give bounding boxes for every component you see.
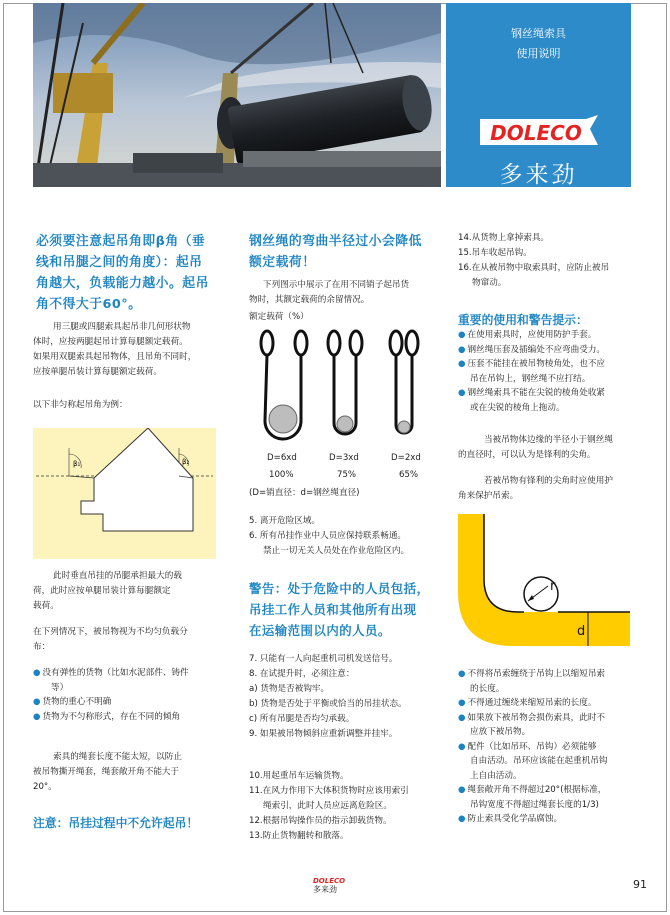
- pin-diagram: [255, 325, 435, 445]
- brand-line2: 使用说明: [516, 47, 561, 60]
- list-item: ● 配件（比如吊环、吊钩）必须能够: [458, 741, 597, 752]
- mid-items-c: 10.用起重吊车运输货物。 11.在风力作用下大体积货物时应该用索引 绳索引，此时人员应远离危险区。 12.根据吊钩操作员的指示卸载货物。 13.防止货物翻转和散落。: [249, 771, 409, 841]
- pin1-label: D=6xd: [267, 453, 297, 463]
- example-label: 以下非匀称起吊角为例：: [33, 400, 128, 410]
- list-item: ● 不得通过缠绕来缩短吊索的长度。: [458, 698, 597, 708]
- right-items-top: 14.从货物上拿掉索具。 15.吊车收起吊钩。 16.在从被吊物中取索具时，应防止被吊 物窜动。: [458, 233, 610, 288]
- beta2-label: β₂: [182, 458, 190, 466]
- pin3-pct: 65%: [399, 470, 419, 480]
- list-item: 自由活动。吊环应该能在起重机吊钩: [470, 756, 608, 766]
- pin2-label: D=3xd: [329, 453, 359, 463]
- list-item: ● 防止索具受化学品腐蚀。: [458, 814, 563, 824]
- left-para3: 索具的绳套长度不能太短，以防止 被吊物撕开绳套，绳套敞开角不能大于 20°。: [33, 752, 182, 792]
- diameter-label: d: [577, 624, 586, 639]
- right-heading: 重要的使用和警告提示：: [458, 313, 588, 327]
- left-para2: 此时垂直吊挂的吊腿承担最大的载 荷，此时应按单腿吊装计算每腿额定 载荷。: [33, 571, 182, 611]
- crane-photo: [33, 3, 441, 187]
- brand-line1: 钢丝绳索具: [511, 27, 566, 40]
- radius-label: r: [550, 579, 556, 594]
- list-item: 等）: [51, 682, 69, 693]
- warning-list-2: [458, 667, 608, 827]
- list-item: ● 钢丝绳压套及插编处不应弯曲受力。: [458, 344, 606, 355]
- list-item: 上自由活动。: [470, 770, 522, 781]
- mid-items-a: 5. 离开危险区域。 6. 所有吊挂作业中人员应保持联系畅通。 禁止一切无关人员处在作业危险区内。: [249, 516, 410, 556]
- beta1-label: β₁: [73, 460, 81, 468]
- mid-para1: 下列图示中展示了在用不同销子起吊货 物时，其额定载荷的余留情况。: [249, 280, 410, 305]
- mid-items-b: 7. 只能有一人向起重机司机发送信号。 8. 在试提升时，必须注意： a) 货物是否被钩牢。 b) 货物是否处于平衡或恰当的吊挂状态。 c) 所有吊腿是否均匀承载。 9. 如果被吊物倾斜应重新调整并挂牢。: [249, 654, 407, 739]
- list-item: 的长度。: [470, 683, 505, 694]
- left-heading: 必须要注意起吊角即β角（垂 线和吊腿之间的角度）：起吊 角越大，负载能力越小。起吊 角不得大于60°。: [36, 234, 209, 312]
- list-item: ● 没有弹性的货物（比如水泥部件、铸件: [33, 668, 189, 678]
- pin1-pct: 100%: [269, 470, 294, 480]
- pin2-pct: 75%: [337, 470, 357, 480]
- list-item: 吊在吊钩上，钢丝绳不应打结。: [470, 373, 591, 384]
- list-item: ● 压套不能挂在被吊物棱角处，也不应: [458, 359, 606, 369]
- warning-list-1: [458, 328, 605, 415]
- brand-cn-name: 多来劲: [499, 162, 578, 188]
- left-para1: 用三腿或四腿索具起吊非几何形状物 体时，应按两腿起吊计算每腿额定载荷。 如果用双腿索具起吊物体，且吊角不同时， 应按单腿吊装计算每腿额定载荷。: [33, 322, 197, 377]
- logo-text: DOLECO: [490, 121, 582, 145]
- list-item: 吊钩宽度不得超过绳套长度的1/3): [470, 799, 599, 810]
- mid-heading: 钢丝绳的弯曲半径过小会降低 额定载荷！: [249, 234, 422, 270]
- list-item: ● 钢丝绳索具不能在尖锐的棱角处收紧: [458, 388, 606, 398]
- doleco-logo: [478, 115, 600, 149]
- brand-panel: [446, 3, 631, 187]
- right-para1: 当被吊物体边缘的半径小于钢丝绳 的直径时，可以认为是锋利的尖角。: [458, 435, 613, 460]
- asymmetric-angle-diagram: [33, 428, 216, 559]
- list-item: ● 不得将吊索缠绕于吊钩上以缩短吊索: [458, 669, 606, 679]
- list-item: ● 货物为不匀称形式，存在不同的倾角: [33, 711, 181, 722]
- pin3-label: D=2xd: [391, 453, 421, 463]
- footer-logo-cn: 多来劲: [313, 885, 337, 894]
- edge-protection-figure: [458, 514, 630, 654]
- uneven-list: [33, 666, 189, 724]
- footer-logo: [313, 877, 345, 895]
- list-item: ● 在使用索具时，应使用防护手套。: [458, 330, 597, 340]
- right-para2: 若被吊物有锋利的尖角时应使用护 角来保护吊索。: [458, 476, 613, 501]
- page-number: 91: [633, 878, 647, 891]
- list-item: ● 绳套敞开角不得超过20°(根据标准，: [458, 785, 607, 795]
- footer-logo-text: DOLECO: [313, 877, 346, 885]
- pin-note: (D=销直径：d=钢丝绳直径): [249, 488, 360, 498]
- list-item: 应放下被吊物。: [470, 727, 531, 737]
- list-item: ● 如果放下被吊物会损伤索具，此时不: [458, 712, 606, 723]
- rated-load-label: 额定载荷（%）: [249, 312, 309, 322]
- left-note: 注意：吊挂过程中不允许起吊！: [33, 816, 199, 830]
- list-item: ● 货物的重心不明确: [33, 697, 112, 707]
- warning-heading: 警告：处于危险中的人员包括， 吊挂工作人员和其他所有出现 在运输范围以内的人员。: [249, 581, 430, 638]
- list-item: 或在尖锐的棱角上拖动。: [470, 402, 565, 413]
- uneven-intro: 在下列情况下，被吊物视为不均匀负载分 布：: [33, 627, 188, 652]
